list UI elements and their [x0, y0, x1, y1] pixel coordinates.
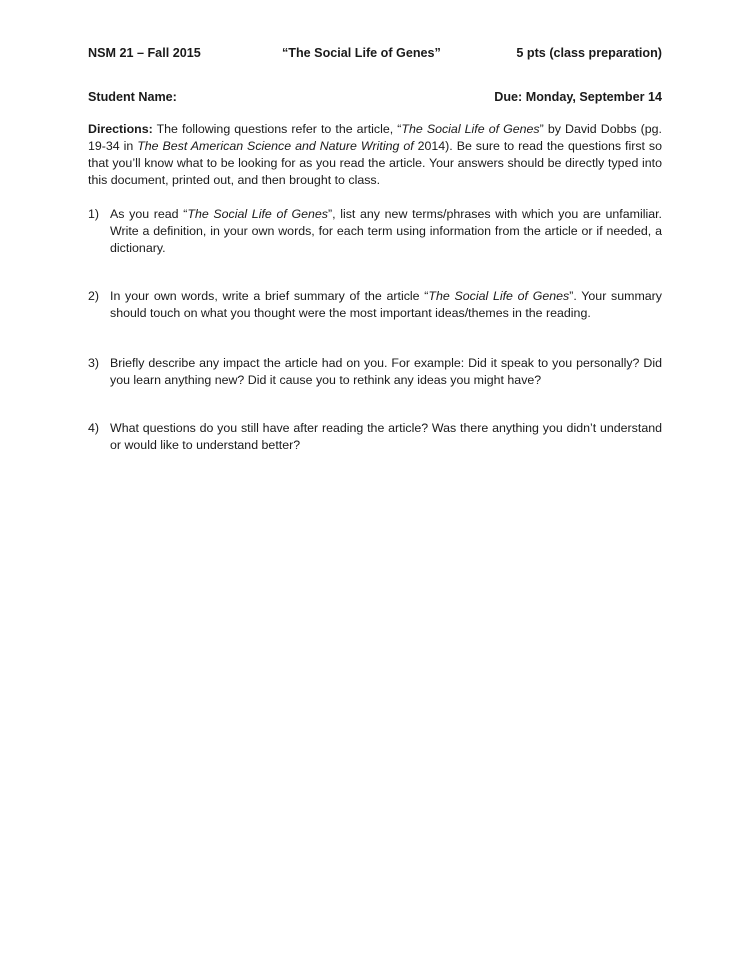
assignment-title: “The Social Life of Genes” — [282, 46, 441, 60]
student-name-label: Student Name: — [88, 90, 177, 104]
directions-text-3: 2014). Be sure to read the questions first so that you’ll know what to be looking for as you read the article. Your answers should be directly typed into this document, printed out, and then brought to class. — [88, 139, 662, 187]
question-text: What questions do you still have after reading the article? Was there anything you didn’t understand or would like to understand better? — [110, 421, 662, 452]
question-text: Briefly describe any impact the article had on you. For example: Did it speak to you personally? Did you learn anything new? Did it cause you to rethink any ideas you might have? — [110, 356, 662, 387]
directions-text-2: ” by David Dobbs (pg. 19-34 in — [88, 122, 662, 153]
directions-text-1: The following questions refer to the article, “ — [152, 122, 402, 136]
question-number: 1) — [88, 207, 100, 221]
question-item — [88, 355, 662, 389]
directions-label: Directions: — [88, 122, 153, 136]
question-item — [88, 420, 662, 454]
question-number: 4) — [88, 421, 100, 435]
question-item — [88, 206, 662, 257]
question-item — [88, 288, 662, 322]
directions-paragraph — [88, 121, 662, 189]
book-title: The Best American Science and Nature Writing of — [137, 139, 414, 153]
article-title: The Social Life of Genes — [401, 122, 540, 136]
question-number: 3) — [88, 356, 100, 370]
question-text-part: ”. Your summary should touch on what you thought were the most important ideas/themes in the reading. — [110, 289, 662, 320]
points-label: 5 pts (class preparation) — [516, 46, 662, 60]
question-text-part: ”, list any new terms/phrases with which you are unfamiliar. Write a definition, in your own words, for each term using information from the article or if needed, a dictionary. — [110, 207, 662, 255]
question-text — [110, 288, 662, 322]
article-title: The Social Life of Genes — [428, 289, 570, 303]
due-date: Due: Monday, September 14 — [494, 90, 662, 104]
question-text — [110, 206, 662, 257]
article-title: The Social Life of Genes — [187, 207, 328, 221]
question-text-part: In your own words, write a brief summary of the article “ — [110, 289, 429, 303]
question-text-part: As you read “ — [110, 207, 188, 221]
course-label: NSM 21 – Fall 2015 — [88, 46, 201, 60]
question-number: 2) — [88, 289, 100, 303]
